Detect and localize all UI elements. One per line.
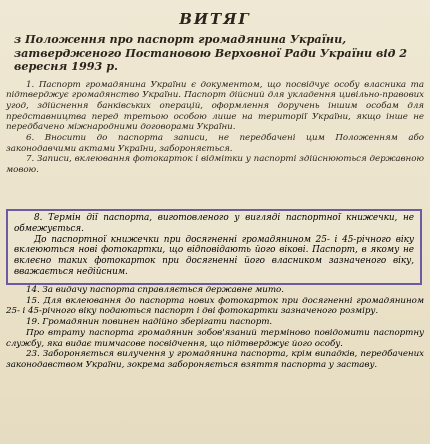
- paragraph-19: 19. Громадянин повинен надійно зберігати паспорт.: [26, 317, 273, 328]
- paragraph-8: 8. Термін дії паспорта, виготовленого у вигляді паспортної книжечки, не обмежується.: [14, 213, 414, 234]
- paragraph-15: 15. Для вклеювання до паспорта нових фотокарток при досягненні громадянином 25- і 45-річного віку подаються паспорт і дві фотокартки зазначеного розміру.: [6, 295, 424, 317]
- paragraph-14: 14. За видачу паспорта справляється державне мито.: [26, 285, 284, 295]
- paragraph-23: 23. Забороняється вилучення у громадянина паспорта, крім випадків, передбачених законодавством України, зокрема забороняється взяття паспорта у заставу.: [6, 349, 424, 370]
- document-title: ВИТЯГ: [179, 10, 251, 28]
- paragraph-6: 6. Вносити до паспорта записи, не передбачені цим Положенням або законодавчими актами України, забороняється.: [6, 133, 424, 154]
- paragraph-1: 1. Паспорт громадянина України є документом, що посвідчує особу власника та підтверджує громадянство України. Паспорт дійсний для укладення цивільно-правових угод, здійснення банківських операцій, оформлення доручень іншим особам для представництва перед третьою особою лише на території України, якщо інше не передбачено міжнародними договорами України.: [6, 79, 424, 133]
- document-subtitle: з Положення про паспорт громадянина України, затвердженого Постановою Верховної Ради України від 2 вересня 1993 р.: [14, 32, 408, 73]
- paragraph-7: 7. Записи, вклеювання фотокарток і відмітки у паспорті здійснюються державною мовою.: [6, 154, 424, 176]
- paragraph-8-continued: До паспортної книжечки при досягненні громадянином 25- і 45-річного віку вклеюються нові фотокартки, що відповідають його вікові. Паспорт, в якому не вклеєно таких фотокарток при досягненні його власником зазначеного віку, вважається недійсним.: [14, 234, 414, 277]
- document-body: [6, 6, 424, 176]
- document-lower-section: [6, 285, 424, 371]
- paragraph-19-continued: Про втрату паспорта громадянин зобов'язаний терміново повідомити паспортну службу, яка видає тимчасове посвідчення, що підтверджує його особу.: [6, 327, 424, 349]
- highlighted-section: [6, 209, 422, 285]
